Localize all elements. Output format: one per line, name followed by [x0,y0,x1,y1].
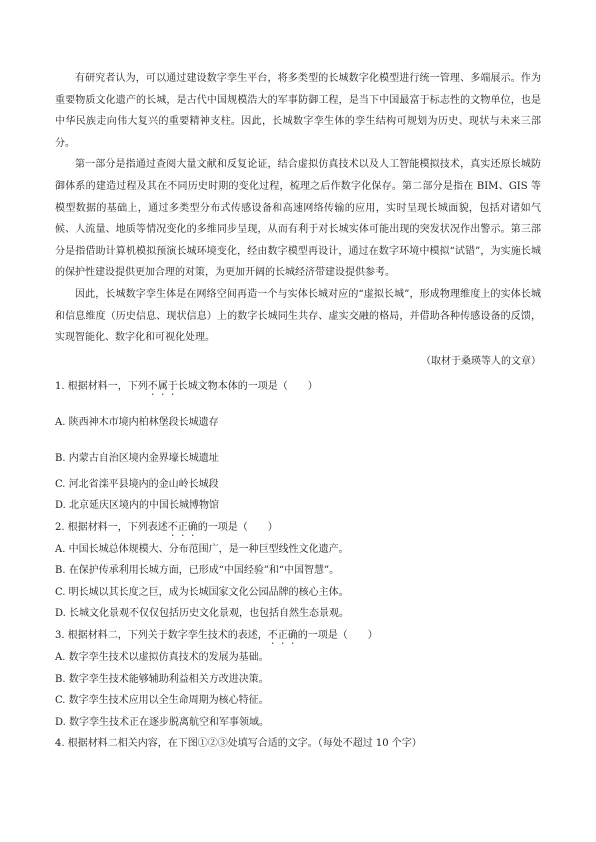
question-stem: 4. 根据材料二相关内容，在下图①②③处填写合适的文字。（每处不超过 10 个字） [55,738,422,750]
stem-text: 长城文物本体的一项是（ ） [177,381,318,393]
paragraph-2: 第一部分是指通过查阅大量文献和反复论证，结合虚拟仿真技术以及人工智能模拟技术，真实还原长城防御体系的建造过程及其在不同历史时期的变化过程，梳理之后作数字化保存。第二部分是指在 BIM、GIS 等模型数据的基础上，通过多类型分布式传感设备和高速网络传输的应用，实时呈现长城面貌，包括对诸如气候、人流量、地质等情况变化的多维同步呈现，从而有利于对长城实体可能出现的突发状况作出警示。第三部分是指借助计算机模拟预演长城环境变化，经由数字模型再设计，通过在数字环境中模拟“试错”，为实施长城的保护性建设提供更加合理的对策，为更加开阔的长城经济带建设提供参考。 [55,159,541,279]
option-c: C. 明长城以其长度之巨，成为长城国家文化公园品牌的核心主体。 [55,586,349,598]
stem-text: 2. 根据材料一，下列表述 [55,521,168,533]
option-a: A. 陕西神木市境内柏林堡段长城遗存 [55,417,219,429]
question-3 [55,625,541,733]
option-a: A. 中国长城总体规模大、分布范围广，是一种巨型线性文化遗产。 [55,543,349,555]
question-1 [55,376,541,516]
option-b: B. 在保护传承利用长城方面，已形成“中国经验”和“中国智慧”。 [55,565,340,577]
document-page [55,68,541,755]
option-b: B. 数字孪生技术能够辅助利益相关方改进决策。 [55,673,269,685]
option-a: A. 数字孪生技术以虚拟仿真技术的发展为基础。 [55,652,269,664]
option-d: D. 数字孪生技术正在逐步脱离航空和军事领域。 [55,716,270,728]
source-attribution: （取材于桑瑛等人的文章） [421,355,541,367]
question-stem [55,625,541,647]
paragraph-1: 有研究者认为，可以通过建设数字孪生平台，将多类型的长城数字化模型进行统一管理、多端展示。作为重要物质文化遗产的长城，是古代中国规模浩大的军事防御工程，是当下中国最富于标志性的文物单位，也是中华民族走向伟大复兴的重要精神支柱。因此，长城数字孪生体的孪生结构可规划为历史、现状与未来三部分。 [55,73,541,149]
stem-text: 1. 根据材料一，下列 [55,381,148,393]
option-b: B. 内蒙古自治区境内金界壕长城遗址 [55,452,219,464]
option-c: C. 数字孪生技术应用以全生命周期为核心特征。 [55,695,269,707]
option-c: C. 河北省滦平县境内的金山岭长城段 [55,478,219,490]
question-2 [55,517,541,625]
stem-text: 的一项是（ ） [297,630,378,642]
stem-text: 3. 根据材料二，下列关于数字孪生技术的表述， [55,630,268,642]
question-stem [55,517,541,539]
stem-emphasis: 不正确 [267,630,298,642]
stem-emphasis: 不正确 [167,521,198,533]
option-d: D. 长城文化景观不仅仅包括历史文化景观，也包括自然生态景观。 [55,608,350,620]
option-d: D. 北京延庆区境内的中国长城博物馆 [55,500,220,512]
stem-emphasis: 不属于 [147,381,178,393]
question-4 [55,733,541,755]
question-stem [55,376,541,398]
stem-text: 的一项是（ ） [197,521,278,533]
paragraph-3: 因此，长城数字孪生体是在网络空间再造一个与实体长城对应的“虚拟长城”，形成物理维度上的实体长城和信息维度（历史信息、现状信息）上的数字长城同生共存、虚实交融的格局，并借助各种传感设备的反馈，实现智能化、数字化和可视化处理。 [55,288,541,344]
